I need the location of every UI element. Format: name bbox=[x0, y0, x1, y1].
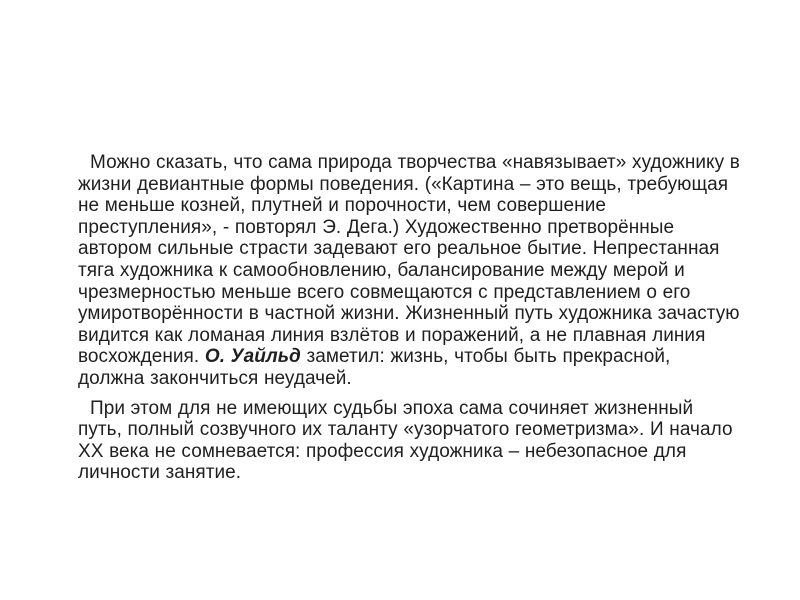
text-body bbox=[78, 152, 742, 484]
quoted-author: О. Уайльд bbox=[204, 346, 301, 368]
paragraph-2 bbox=[78, 398, 742, 484]
paragraph-2-text: При этом для не имеющих судьбы эпоха сама сочиняет жизненный путь, полный созвучного их таланту «узорчатого геометризма». И начало XX века не сомневается: профессия художника – небезопасное для личности занятие. bbox=[78, 397, 733, 484]
paragraph-1-tail: заметил: жизнь, чтобы быть прекрасной, должна закончиться неудачей. bbox=[78, 346, 671, 389]
paragraph-1 bbox=[78, 152, 742, 390]
paragraph-1-text: Можно сказать, что сама природа творчества «навязывает» художнику в жизни девиантные формы поведения. («Картина – это вещь, требующая не меньше козней, плутней и порочности, чем совершение преступления», - повторял Э. Дега.) Художественно претворённые автором сильные страсти задевают его реальное бытие. Непрестанная тяга художника к самообновлению, балансирование между мерой и чрезмерностью меньше всего совмещаются с представлением о его умиротворённости в частной жизни. Жизненный путь художника зачастую видится как ломаная линия взлётов и поражений, а не плавная линия восхождения. bbox=[78, 152, 740, 368]
